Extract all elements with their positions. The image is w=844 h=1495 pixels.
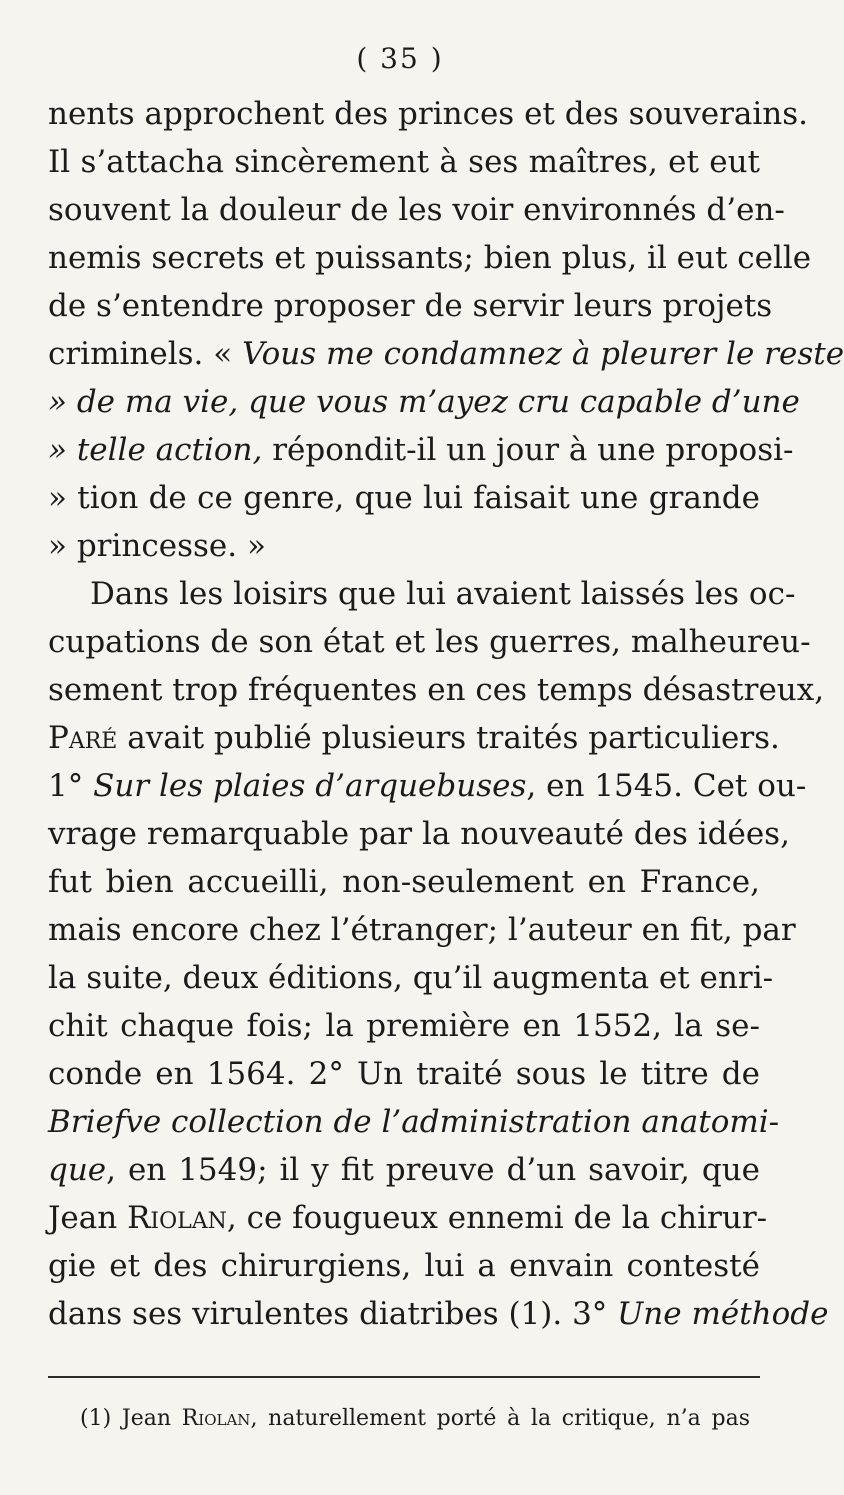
list-number: 1°: [48, 768, 84, 804]
text-line: mais encore chez l’étranger; l’auteur en fit, par: [48, 912, 796, 948]
text-line: [48, 426, 794, 474]
text-line: vrage remarquable par la nouveauté des idées,: [48, 816, 790, 852]
footnote: [80, 1404, 750, 1434]
text-line: » princesse. »: [48, 528, 266, 564]
text-line: [48, 762, 807, 810]
footnote-divider: [48, 1376, 760, 1378]
text-line: cupations de son état et les guerres, malheureu-: [48, 624, 811, 660]
text-line: [48, 378, 800, 426]
text-line: souvent la douleur de les voir environnés d’en-: [48, 192, 785, 228]
text-roman: avait publié plusieurs traités particuliers.: [117, 720, 780, 756]
text-line: » tion de ce genre, que lui faisait une grande: [48, 480, 760, 516]
text-line: conde en 1564. 2° Un traité sous le titre de: [48, 1056, 760, 1092]
text-line: de s’entendre proposer de servir leurs projets: [48, 288, 773, 324]
text-line: [48, 330, 844, 378]
quotation-italic: » de ma vie, que vous m’ayez cru capable d’une: [48, 384, 800, 420]
quotation-italic: Vous me condamnez à pleurer le reste: [242, 336, 844, 372]
page-number: ( 35 ): [356, 42, 444, 75]
text-roman: , ce fougueux ennemi de la chirur-: [226, 1200, 768, 1236]
text-line: chit chaque fois; la première en 1552, la se-: [48, 1008, 760, 1044]
title-italic: Briefve collection de l’administration anatomi-: [48, 1104, 780, 1140]
text-roman: dans ses virulentes diatribes (1). 3°: [48, 1296, 608, 1332]
title-italic: que: [48, 1152, 107, 1188]
text-roman: répondit-il un jour à une proposi-: [262, 432, 794, 468]
footnote-marker: (1) Jean: [80, 1406, 182, 1431]
text-line: Il s’attacha sincèrement à ses maîtres, et eut: [48, 144, 760, 180]
text-line: nemis secrets et puissants; bien plus, il eut celle: [48, 240, 812, 276]
text-line: [48, 1146, 760, 1194]
text-line: [48, 1098, 780, 1146]
text-roman: criminels. «: [48, 336, 233, 372]
footnote-text: , naturellement porté à la critique, n’a pas: [250, 1406, 750, 1431]
text-roman: , en 1549; il y fit preuve d’un savoir, que: [106, 1152, 760, 1188]
page-body-text: [48, 90, 844, 1338]
text-line: [48, 1194, 768, 1242]
title-italic: Une méthode: [607, 1296, 829, 1332]
person-name: Riolan: [181, 1406, 251, 1431]
quotation-italic: » telle action,: [48, 432, 263, 468]
text-line: nents approchent des princes et des souverains.: [48, 96, 809, 132]
text-line: [48, 1290, 829, 1338]
author-name: Paré: [48, 720, 118, 756]
text-line: sement trop fréquentes en ces temps désastreux,: [48, 672, 825, 708]
text-line: [48, 714, 780, 762]
text-line: fut bien accueilli, non-seulement en France,: [48, 864, 760, 900]
text-line: la suite, deux éditions, qu’il augmenta et enri-: [48, 960, 774, 996]
text-roman: Jean: [48, 1200, 128, 1236]
title-italic: Sur les plaies d’arquebuses: [83, 768, 527, 804]
person-name: Riolan: [127, 1200, 227, 1236]
text-line: gie et des chirurgiens, lui a envain contesté: [48, 1248, 760, 1284]
paragraph-start-line: Dans les loisirs que lui avaient laissés les oc-: [90, 576, 796, 612]
text-roman: , en 1545. Cet ou-: [526, 768, 807, 804]
